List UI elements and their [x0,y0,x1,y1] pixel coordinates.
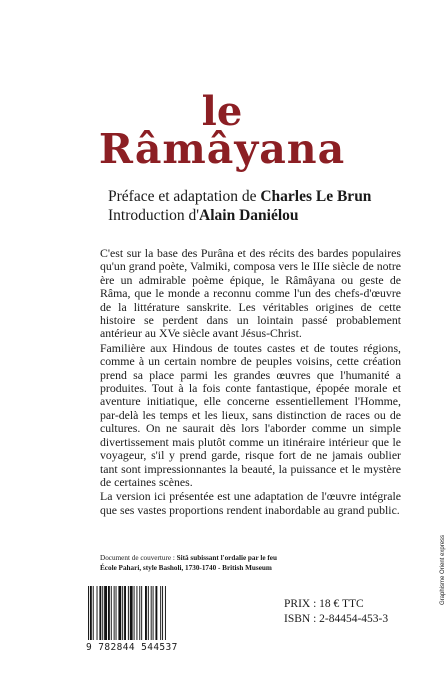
barcode-bar [102,586,103,640]
barcode-bar [111,586,112,640]
barcode-bar [153,586,154,640]
paragraph-3: La version ici présentée est une adaptation de l'œuvre intégrale que ses vastes proportions rendent inabordable au grand public. [100,489,401,517]
barcode-bar [130,586,133,640]
price: PRIX : 18 € TTC [284,598,364,610]
barcode-bar [160,586,161,640]
credits-introduction-label: Introduction d' [108,207,200,224]
title-article: le [201,88,243,135]
barcode-bar [151,586,152,640]
barcode-bar [104,586,107,640]
credits-adaptation [108,187,428,206]
barcode-bar [122,586,123,640]
credits-adaptation-label: Préface et adaptation de [108,188,261,205]
barcode-bar [124,586,126,640]
credits-introduction [108,206,428,225]
barcode [86,586,194,640]
cover-artwork-source: École Pahari, style Basholi, 1730-1740 - British Museum [100,564,272,572]
back-cover-text [100,247,401,518]
cover-note-line2 [100,563,420,573]
barcode-bar [148,586,149,640]
barcode-bar [99,586,101,640]
cover-artwork-title: Sitâ subissant l'ordalie par le feu [176,554,277,562]
isbn: ISBN : 2-84454-453-3 [284,613,389,625]
barcode-bar [162,586,163,640]
cover-note [100,553,420,573]
barcode-bar [136,586,137,640]
paragraph-1: C'est sur la base des Purâna et des récits des bardes populaires qu'un grand poète, Valmiki, composa vers le IIIe siècle de notre ère un admirable poème épique, le Râmâyana ou geste de Râma, que le monde a reconnu comme l'un des chefs-d'œuvre de la littérature sanskrite. Les véritables origines de cette histoire se perdent dans un lointain passé probablement antérieur au XVe siècle avant Jésus-Christ. [100,246,401,341]
barcode-bar [88,586,89,640]
price-info [284,597,434,627]
cover-note-line1 [100,553,420,563]
cover-note-prefix: Document de couverture : [100,554,177,562]
barcode-bar [118,586,121,640]
barcode-bar [141,586,142,640]
barcode-bar [139,586,140,640]
barcode-digits: 9 782844 544537 [86,642,178,653]
barcode-bar [134,586,135,640]
credits [108,187,428,225]
paragraph-2: Familière aux Hindous de toutes castes et de toutes régions, comme à un certain nombre de peuples voisins, cette création prend sa place parmi les grandes œuvres que l'humanité a produites. Tout à la fois conte fantastique, épopée morale et aventure initiatique, elle concerne essentiellement l'Homme, par-delà les temps et les lieux, sans distinction de races ou de cultures. On ne saurait dès lors l'aborder comme un simple divertissement mais plutôt comme un itinéraire intérieur que le voyageur, s'il y prend garde, risque fort de ne jamais oublier tant sont impressionnantes la beauté, la puissance et le mystère de certaines scènes. [100,340,401,489]
barcode-bar [145,586,147,640]
barcode-bar [97,586,98,640]
barcode-bar [108,586,110,640]
barcode-bar [90,586,92,640]
barcode-bar [155,586,157,640]
barcode-bar [116,586,117,640]
barcode-bar [93,586,94,640]
barcode-bar [114,586,115,640]
barcode-bar [128,586,129,640]
barcode-bar [165,586,166,640]
book-title: Râmâyana [98,125,346,173]
graphic-design-credit: Graphisme Orient express [440,534,446,605]
introducer-name: Alain Daniélou [199,207,299,224]
adapter-name: Charles Le Brun [260,188,372,205]
